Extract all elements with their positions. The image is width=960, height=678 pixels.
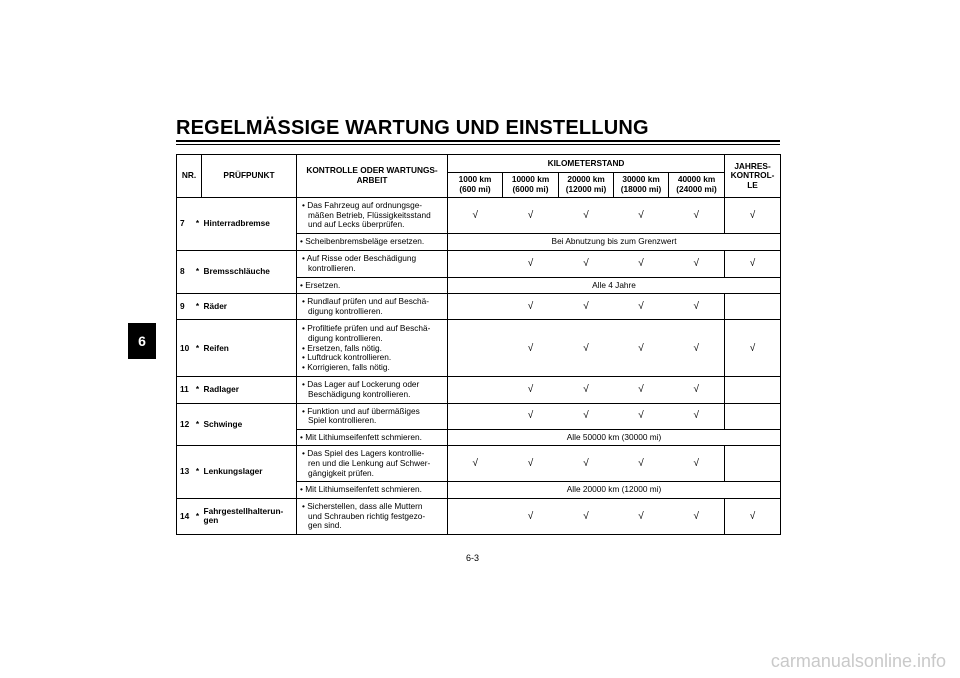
check-mark: √ xyxy=(614,294,669,320)
row-interval: Alle 20000 km (12000 mi) xyxy=(448,482,781,499)
check-empty xyxy=(448,294,503,320)
row-item: Radlager xyxy=(202,377,297,403)
page-number: 6-3 xyxy=(466,553,480,563)
check-mark: √ xyxy=(559,320,614,377)
table-row xyxy=(177,198,781,234)
row-item: Fahrgestellhalterun- gen xyxy=(202,498,297,534)
header-km-30000: 30000 km (18000 mi) xyxy=(614,173,669,198)
row-item: Bremsschläuche xyxy=(202,250,297,294)
header-km-group: KILOMETERSTAND xyxy=(448,155,725,173)
table-row xyxy=(177,377,781,403)
check-mark: √ xyxy=(503,377,559,403)
star-mark: * xyxy=(194,403,202,446)
check-mark: √ xyxy=(559,377,614,403)
check-mark: √ xyxy=(669,250,725,277)
title-rule-thin xyxy=(176,144,780,145)
star-mark: * xyxy=(194,198,202,251)
check-mark: √ xyxy=(559,294,614,320)
table-row xyxy=(177,294,781,320)
check-empty xyxy=(725,377,781,403)
check-mark: √ xyxy=(669,198,725,234)
table-row xyxy=(177,498,781,534)
check-mark: √ xyxy=(725,498,781,534)
row-item: Hinterradbremse xyxy=(202,198,297,251)
check-mark: √ xyxy=(559,403,614,429)
row-work: • Sicherstellen, dass alle Muttern und Schrauben richtig festgezo- gen sind. xyxy=(297,498,448,534)
check-mark: √ xyxy=(503,498,559,534)
row-work: • Funktion und auf übermäßiges Spiel kontrollieren. xyxy=(297,403,448,429)
check-empty xyxy=(448,498,503,534)
check-mark: √ xyxy=(669,377,725,403)
page-title: REGELMÄSSIGE WARTUNG UND EINSTELLUNG xyxy=(176,117,649,139)
row-work: • Das Fahrzeug auf ordnungsge- mäßen Betrieb, Flüssigkeitsstand und auf Lecks überprüfen. xyxy=(297,198,448,234)
watermark: carmanualsonline.info xyxy=(770,651,946,671)
check-mark: √ xyxy=(614,198,669,234)
row-work: • Das Lager auf Lockerung oder Beschädigung kontrollieren. xyxy=(297,377,448,403)
row-interval: Alle 4 Jahre xyxy=(448,277,781,294)
check-empty xyxy=(448,250,503,277)
row-work: • Profiltiefe prüfen und auf Beschä- digung kontrollieren. • Ersetzen, falls nötig. • Luftdruck kontrollieren. • Korrigieren, falls nötig. xyxy=(297,320,448,377)
check-empty xyxy=(448,377,503,403)
header-km-10000: 10000 km (6000 mi) xyxy=(503,173,559,198)
row-number: 8 xyxy=(177,250,194,294)
row-work: • Ersetzen. xyxy=(297,277,448,294)
row-number: 11 xyxy=(177,377,194,403)
check-mark: √ xyxy=(503,198,559,234)
table-row xyxy=(177,250,781,277)
header-km-40000: 40000 km (24000 mi) xyxy=(669,173,725,198)
check-mark: √ xyxy=(448,446,503,482)
row-number: 9 xyxy=(177,294,194,320)
check-empty xyxy=(448,320,503,377)
row-work: • Rundlauf prüfen und auf Beschä- digung kontrollieren. xyxy=(297,294,448,320)
row-item: Reifen xyxy=(202,320,297,377)
star-mark: * xyxy=(194,498,202,534)
check-mark: √ xyxy=(503,294,559,320)
table-row xyxy=(177,446,781,482)
star-mark: * xyxy=(194,446,202,499)
row-interval: Alle 50000 km (30000 mi) xyxy=(448,429,781,446)
row-item: Räder xyxy=(202,294,297,320)
check-mark: √ xyxy=(725,320,781,377)
check-mark: √ xyxy=(614,250,669,277)
check-empty xyxy=(448,403,503,429)
star-mark: * xyxy=(194,320,202,377)
check-mark: √ xyxy=(559,250,614,277)
row-number: 10 xyxy=(177,320,194,377)
check-empty xyxy=(725,294,781,320)
check-empty xyxy=(725,446,781,482)
check-mark: √ xyxy=(503,403,559,429)
row-interval: Bei Abnutzung bis zum Grenzwert xyxy=(448,234,781,251)
check-mark: √ xyxy=(725,198,781,234)
maintenance-table xyxy=(176,154,781,535)
check-mark: √ xyxy=(503,446,559,482)
row-work: • Das Spiel des Lagers kontrollie- ren und die Lenkung auf Schwer- gängigkeit prüfen. xyxy=(297,446,448,482)
check-mark: √ xyxy=(614,498,669,534)
check-mark: √ xyxy=(669,403,725,429)
check-mark: √ xyxy=(559,498,614,534)
row-work: • Scheibenbremsbeläge ersetzen. xyxy=(297,234,448,251)
check-mark: √ xyxy=(559,446,614,482)
title-rule xyxy=(176,140,780,142)
check-mark: √ xyxy=(614,377,669,403)
row-number: 7 xyxy=(177,198,194,251)
star-mark: * xyxy=(194,250,202,294)
check-mark: √ xyxy=(559,198,614,234)
row-number: 13 xyxy=(177,446,194,499)
check-mark: √ xyxy=(669,446,725,482)
row-work: • Mit Lithiumseifenfett schmieren. xyxy=(297,429,448,446)
table-row xyxy=(177,320,781,377)
row-work: • Auf Risse oder Beschädigung kontrollieren. xyxy=(297,250,448,277)
chapter-tab: 6 xyxy=(128,323,156,359)
check-mark: √ xyxy=(448,198,503,234)
header-item: PRÜFPUNKT xyxy=(202,155,297,198)
header-nr: NR. xyxy=(177,155,202,198)
row-number: 12 xyxy=(177,403,194,446)
header-work: KONTROLLE ODER WARTUNGS- ARBEIT xyxy=(297,155,448,198)
check-mark: √ xyxy=(614,446,669,482)
check-mark: √ xyxy=(614,320,669,377)
table-row xyxy=(177,403,781,429)
check-empty xyxy=(725,403,781,429)
check-mark: √ xyxy=(669,320,725,377)
header-km-20000: 20000 km (12000 mi) xyxy=(559,173,614,198)
row-item: Lenkungslager xyxy=(202,446,297,499)
check-mark: √ xyxy=(669,498,725,534)
check-mark: √ xyxy=(725,250,781,277)
row-work: • Mit Lithiumseifenfett schmieren. xyxy=(297,482,448,499)
star-mark: * xyxy=(194,294,202,320)
check-mark: √ xyxy=(669,294,725,320)
header-annual: JAHRES- KONTROL- LE xyxy=(725,155,781,198)
star-mark: * xyxy=(194,377,202,403)
check-mark: √ xyxy=(503,320,559,377)
row-number: 14 xyxy=(177,498,194,534)
check-mark: √ xyxy=(503,250,559,277)
header-km-1000: 1000 km (600 mi) xyxy=(448,173,503,198)
row-item: Schwinge xyxy=(202,403,297,446)
check-mark: √ xyxy=(614,403,669,429)
